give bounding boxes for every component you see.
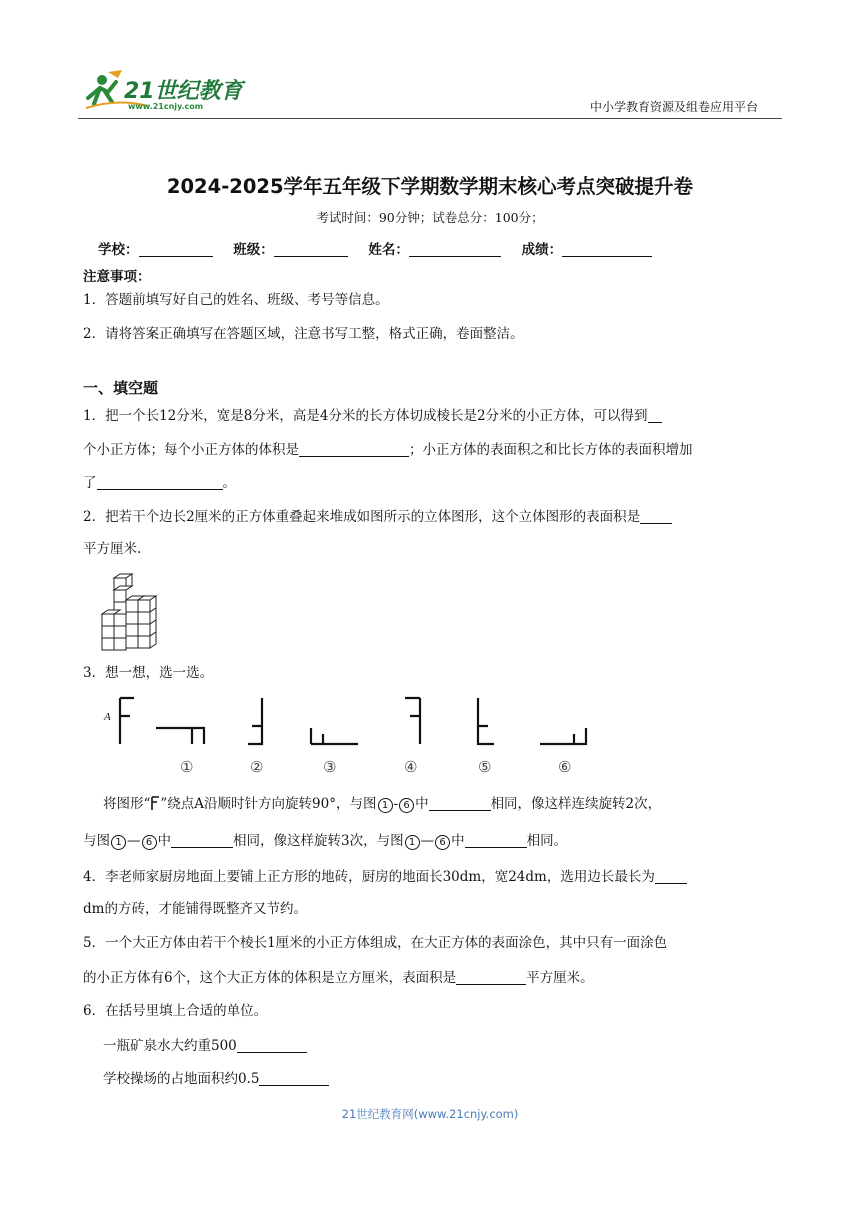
option-2-label: ② (250, 758, 264, 776)
school-label: 学校： (98, 242, 139, 258)
q1-line1: 1．把一个长12分米，宽是8分米，高是4分米的长方体切成棱长是2分米的小正方体，可以得到 (83, 408, 648, 424)
logo-text: 21世纪教育 (124, 79, 243, 104)
point-a-label: A (104, 711, 111, 723)
question-1 (83, 409, 662, 424)
circle-1: 1 (405, 835, 420, 850)
answer-blank[interactable] (259, 1072, 329, 1086)
q4-line1: 4．李老师家厨房地面上要铺上正方形的地砖，厨房的地面长30dm，宽24dm，选用边长最长为 (83, 869, 655, 885)
notice-heading: 注意事项： (83, 269, 151, 285)
name-label: 姓名： (368, 242, 409, 258)
school-field[interactable] (139, 242, 213, 257)
answer-blank[interactable] (655, 870, 687, 884)
question-1-line2 (83, 443, 693, 458)
logo-url: www.21cnjy.com (128, 102, 204, 111)
header-divider (78, 118, 782, 119)
question-3-para1: 将图形“ ”绕点A沿顺时针方向旋转90°，与图 1 - 6 中 相同，像这样连续旋转2次， (103, 796, 662, 812)
class-label: 班级： (233, 242, 274, 258)
rotation-figures (100, 692, 600, 782)
class-field[interactable] (274, 242, 348, 257)
q6-b: 学校操场的占地面积约0.5 (103, 1071, 260, 1087)
q6-a: 一瓶矿泉水大约重500 (103, 1038, 237, 1054)
answer-blank[interactable] (97, 476, 223, 490)
notice-item: 2．请将答案正确填写在答题区域，注意书写工整，格式正确，卷面整洁。 (83, 326, 524, 342)
brand-logo (78, 68, 248, 114)
cube-stack-figure (100, 573, 166, 653)
question-5: 5．一个大正方体由若干个棱长1厘米的小正方体组成，在大正方体的表面涂色，其中只有一面涂色 (83, 935, 668, 951)
question-1-line3 (83, 476, 236, 491)
question-2-line2: 平方厘米. (83, 541, 142, 557)
question-6-b (103, 1072, 329, 1087)
q5-line2a: 的小正方体有6个，这个大正方体的体积是立方厘米，表面积是 (83, 970, 457, 986)
option-3-label: ③ (323, 758, 337, 776)
answer-blank[interactable] (429, 797, 491, 811)
answer-blank[interactable] (299, 443, 409, 457)
page-title: 2024-2025学年五年级下学期数学期末核心考点突破提升卷 (166, 175, 694, 198)
q3-p1b: ”绕点A沿顺时针方向旋转90°，与图 (160, 796, 377, 812)
circle-6: 6 (142, 835, 157, 850)
answer-blank[interactable] (456, 971, 526, 985)
answer-blank[interactable] (648, 409, 662, 423)
q1-line2b: ；小正方体的表面积之和比长方体的表面积增加 (409, 442, 693, 458)
platform-text: 中小学教育资源及组卷应用平台 (590, 100, 759, 114)
q1-line3b: 。 (222, 475, 236, 491)
q1-line2a: 个小正方体；每个小正方体的体积是 (83, 442, 299, 458)
answer-blank[interactable] (465, 834, 527, 848)
question-4 (83, 870, 687, 885)
name-field[interactable] (409, 242, 501, 257)
question-6: 6．在括号里填上合适的单位。 (83, 1003, 268, 1019)
circle-6: 6 (399, 798, 414, 813)
exam-info: 考试时间：90分钟；试卷总分：100分； (316, 210, 544, 225)
circle-6: 6 (435, 835, 450, 850)
score-label: 成绩： (521, 242, 563, 258)
question-6-a (103, 1039, 307, 1054)
q2-line1: 2．把若干个边长2厘米的正方体重叠起来堆成如图所示的立体图形，这个立体图形的表面积是 (83, 509, 641, 525)
notice-item: 1．答题前填写好自己的姓名、班级、考号等信息。 (83, 292, 389, 308)
question-3: 3．想一想，选一选。 (83, 665, 214, 681)
q5-line2b: 平方厘米。 (526, 970, 594, 986)
f-shape-icon (150, 796, 160, 810)
answer-blank[interactable] (237, 1039, 307, 1053)
circle-1: 1 (111, 835, 126, 850)
score-field[interactable] (562, 242, 652, 257)
question-2 (83, 510, 672, 525)
option-1-label: ① (180, 758, 194, 776)
option-6-label: ⑥ (558, 758, 572, 776)
student-info-row (98, 238, 668, 258)
q3-p1a: 将图形“ (103, 796, 151, 812)
option-5-label: ⑤ (478, 758, 492, 776)
footer-link[interactable]: 21世纪教育网(www.21cnjy.com) (341, 1107, 519, 1121)
section-heading: 一、填空题 (83, 379, 159, 397)
option-4-label: ④ (404, 758, 418, 776)
question-3-para2: 与图 1 — 6 中 相同，像这样旋转3次，与图 1 — 6 中 相同。 (83, 833, 568, 849)
question-4-line2: dm的方砖，才能铺得既整齐又节约。 (83, 901, 307, 917)
answer-blank[interactable] (640, 510, 672, 524)
question-5-line2 (83, 971, 594, 986)
q1-line3a: 了 (83, 475, 97, 491)
circle-1: 1 (378, 798, 393, 813)
answer-blank[interactable] (171, 834, 233, 848)
